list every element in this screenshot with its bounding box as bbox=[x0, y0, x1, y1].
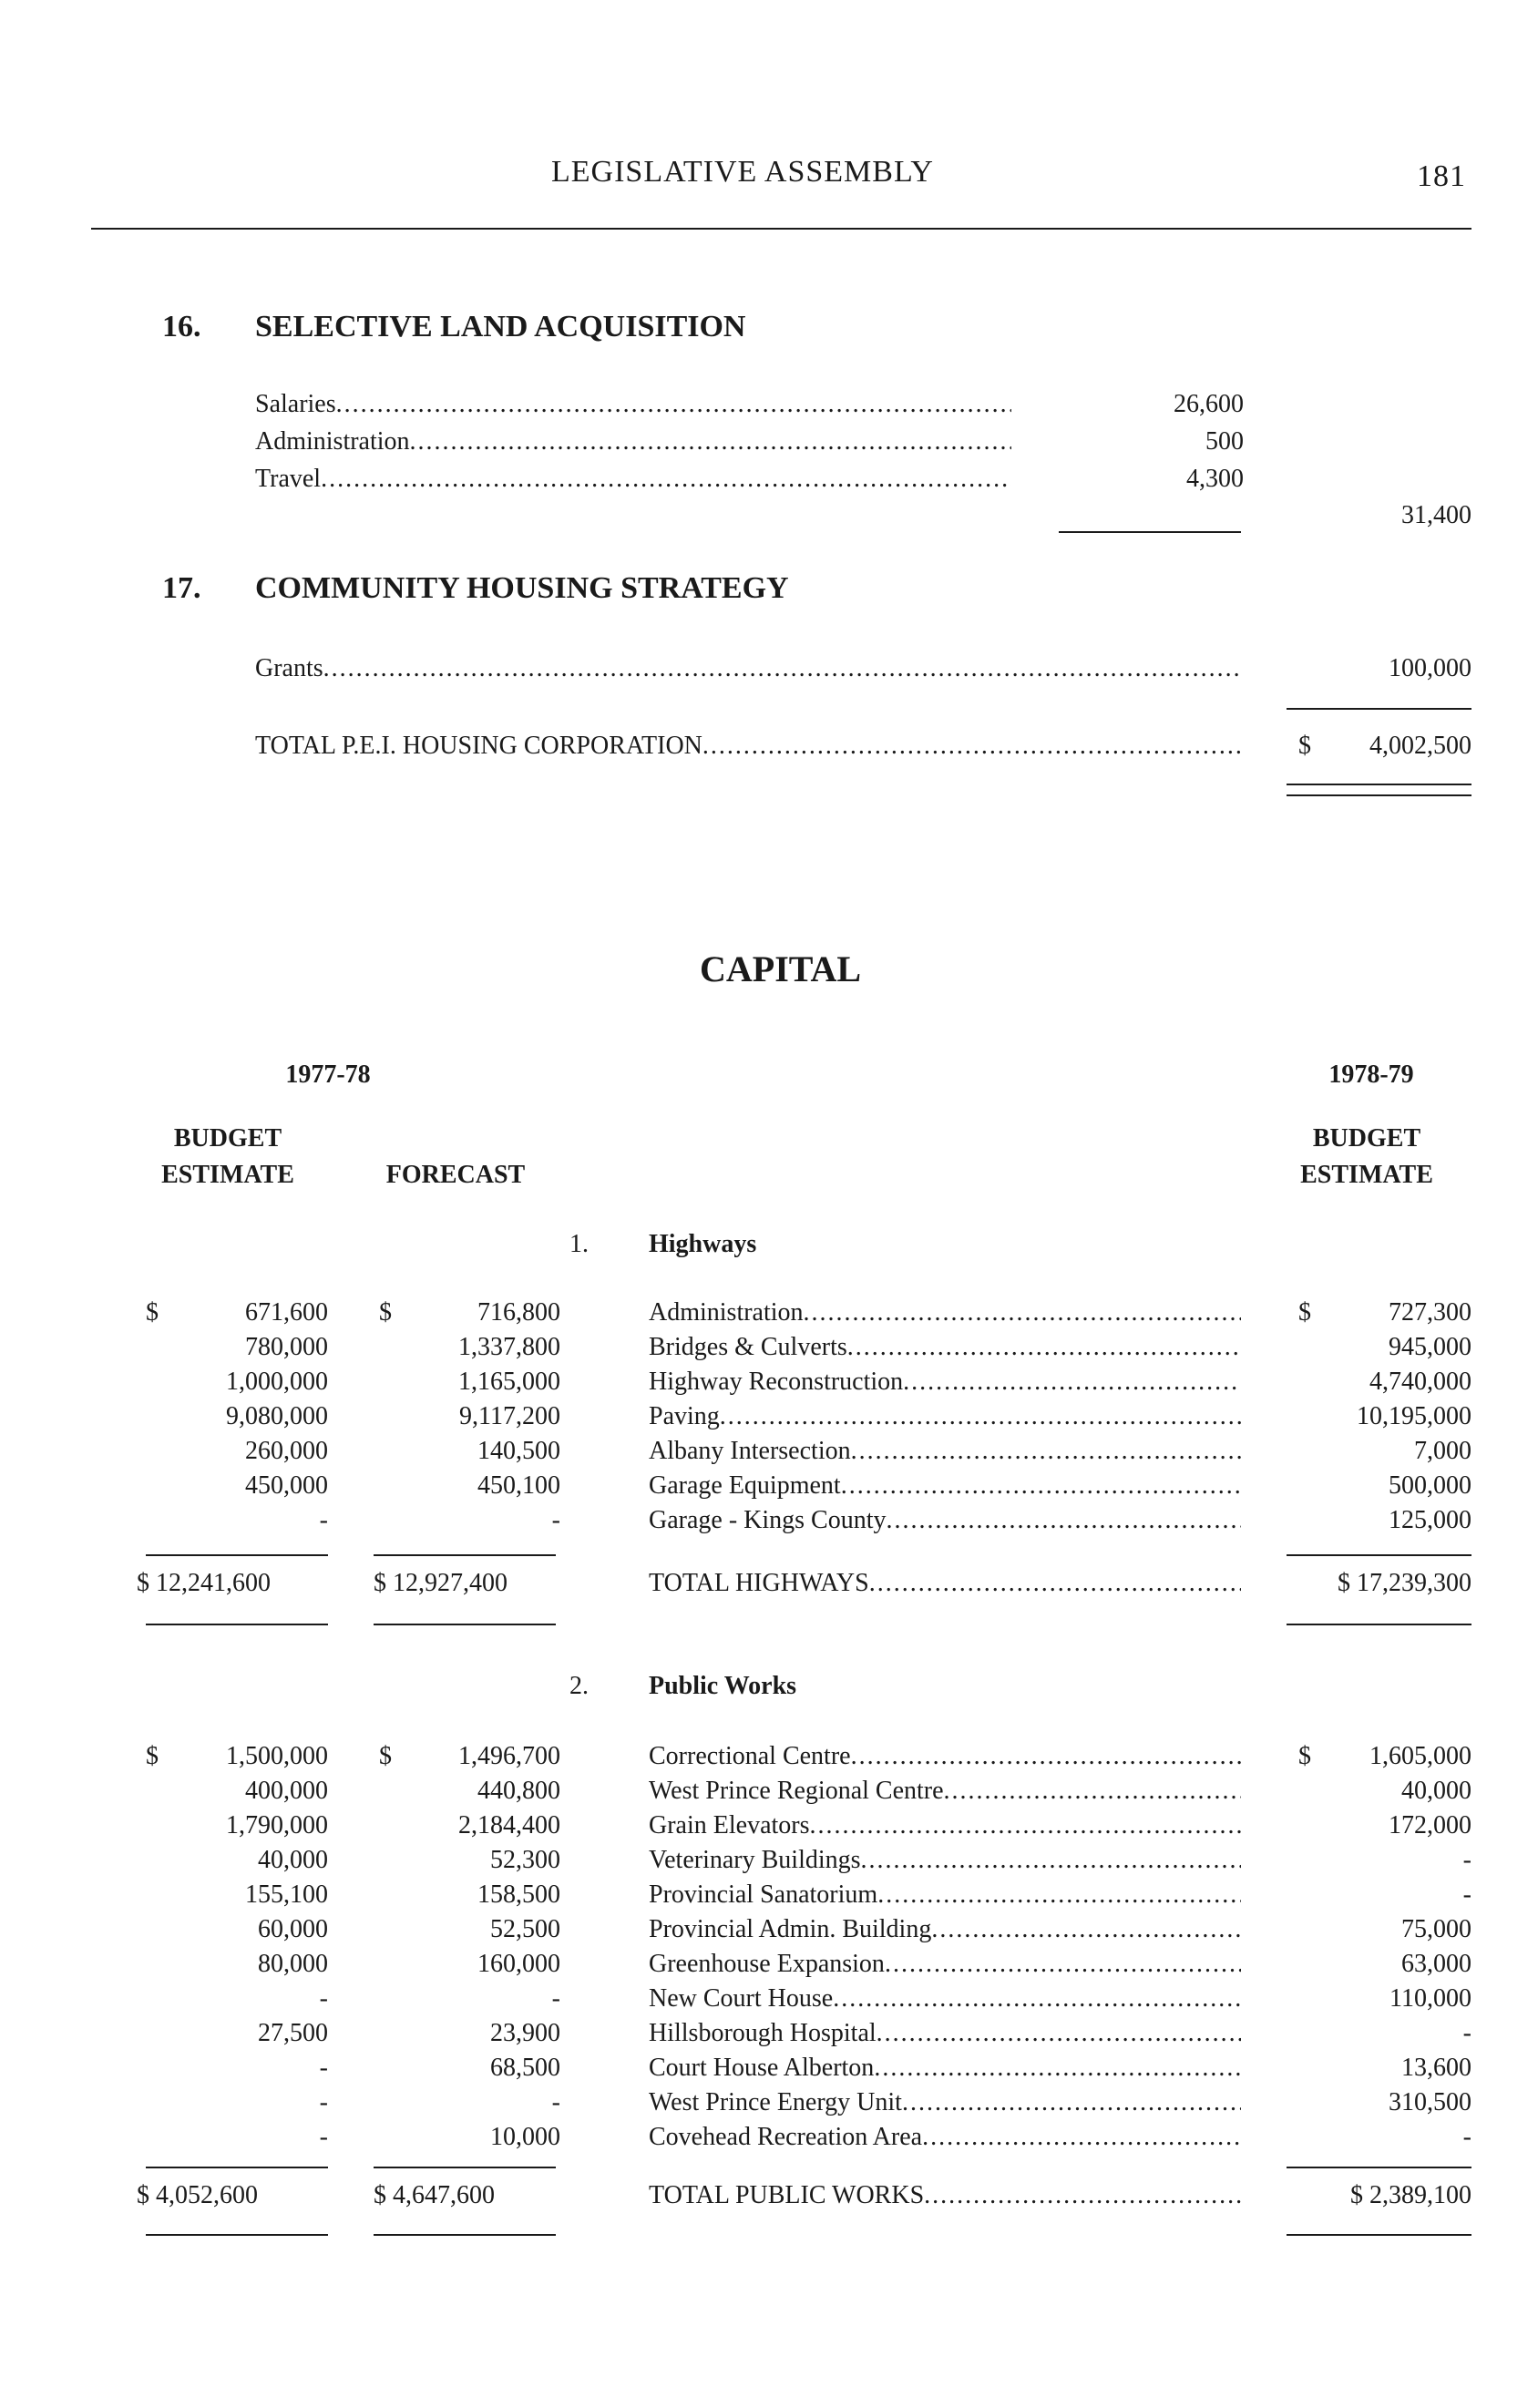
rule bbox=[1287, 1554, 1471, 1556]
category-title-highways: Highways bbox=[649, 1230, 757, 1258]
currency-symbol: $ bbox=[379, 1298, 392, 1327]
category-number-public-works: 2. bbox=[569, 1672, 589, 1700]
total-rule bbox=[1287, 708, 1471, 710]
row-label-text: Greenhouse Expansion bbox=[649, 1950, 885, 1978]
table-cell-budget-1978: 310,500 bbox=[1389, 2088, 1471, 2116]
table-cell-forecast-1977: 716,800 bbox=[477, 1298, 560, 1327]
table-row-label bbox=[649, 2088, 1241, 2117]
col-header-line: BUDGET bbox=[1312, 1124, 1421, 1153]
double-rule-bottom bbox=[1287, 794, 1471, 796]
category-number-highways: 1. bbox=[569, 1230, 589, 1258]
line-item-label: Salaries bbox=[255, 390, 336, 418]
rule bbox=[146, 2234, 328, 2236]
table-cell-budget-1978: 13,600 bbox=[1401, 2054, 1471, 2082]
col-header-line: BUDGET bbox=[173, 1124, 282, 1153]
table-cell-budget-1978: 945,000 bbox=[1389, 1333, 1471, 1361]
category-title-public-works: Public Works bbox=[649, 1672, 797, 1700]
table-cell-forecast-1977: 1,165,000 bbox=[458, 1368, 560, 1396]
row-label-text: Covehead Recreation Area bbox=[649, 2123, 923, 2151]
rule bbox=[1287, 2234, 1471, 2236]
page-header-title: LEGISLATIVE ASSEMBLY bbox=[551, 155, 934, 189]
table-cell-forecast-1977: 1,337,800 bbox=[458, 1333, 560, 1361]
table-cell-forecast-1977: 52,300 bbox=[490, 1846, 560, 1874]
table-cell-budget-1977: - bbox=[319, 2123, 328, 2151]
table-cell-budget-1978: 4,740,000 bbox=[1369, 1368, 1471, 1396]
table-cell-forecast-1977: 68,500 bbox=[490, 2054, 560, 2082]
table-row-label bbox=[649, 1333, 1241, 1362]
line-item bbox=[255, 654, 1241, 683]
table-cell-budget-1978: 1,605,000 bbox=[1369, 1742, 1471, 1770]
table-cell-forecast-1977: 440,800 bbox=[477, 1777, 560, 1805]
table-cell-budget-1977: 450,000 bbox=[245, 1471, 328, 1500]
table-cell-budget-1977: - bbox=[319, 2088, 328, 2116]
table-row-label bbox=[649, 1402, 1241, 1431]
row-label-text: West Prince Energy Unit bbox=[649, 2088, 902, 2116]
table-cell-budget-1978: 172,000 bbox=[1389, 1811, 1471, 1839]
row-label-text: Hillsborough Hospital bbox=[649, 2019, 877, 2047]
col-header-line: ESTIMATE bbox=[161, 1161, 294, 1189]
year-right: 1978-79 bbox=[1328, 1061, 1414, 1089]
col-header-forecast: FORECAST bbox=[385, 1161, 526, 1189]
table-cell-budget-1977: 1,500,000 bbox=[226, 1742, 328, 1770]
rule bbox=[374, 2167, 556, 2168]
table-row-label bbox=[649, 1811, 1241, 1840]
section-16-title: SELECTIVE LAND ACQUISITION bbox=[255, 310, 746, 343]
grand-total-currency: $ bbox=[1298, 732, 1311, 760]
section-16-number: 16. bbox=[162, 310, 201, 343]
public-works-total-line bbox=[649, 2181, 1241, 2210]
rule bbox=[146, 1624, 328, 1625]
table-cell-forecast-1977: 158,500 bbox=[477, 1880, 560, 1909]
row-label-text: Highway Reconstruction bbox=[649, 1368, 904, 1396]
rule bbox=[1287, 2167, 1471, 2168]
table-row-label bbox=[649, 1777, 1241, 1806]
table-cell-forecast-1977: - bbox=[551, 1506, 560, 1534]
line-item-label: Travel bbox=[255, 465, 322, 493]
highways-total-line bbox=[649, 1569, 1241, 1598]
row-label-text: Veterinary Buildings bbox=[649, 1846, 861, 1874]
row-label-text: Paving bbox=[649, 1402, 720, 1430]
grand-total-label: TOTAL P.E.I. HOUSING CORPORATION bbox=[255, 732, 702, 760]
table-cell-forecast-1977: - bbox=[551, 2088, 560, 2116]
year-left: 1977-78 bbox=[285, 1061, 371, 1089]
table-cell-forecast-1977: 9,117,200 bbox=[459, 1402, 560, 1430]
table-row-label bbox=[649, 1915, 1241, 1944]
rule bbox=[374, 2234, 556, 2236]
table-cell-budget-1977: 1,790,000 bbox=[226, 1811, 328, 1839]
double-rule-top bbox=[1287, 784, 1471, 785]
table-row-label bbox=[649, 2054, 1241, 2083]
row-label-text: Court House Alberton bbox=[649, 2054, 875, 2082]
table-cell-budget-1977: 1,000,000 bbox=[226, 1368, 328, 1396]
public-works-total-budget-right: $ 2,389,100 bbox=[1350, 2181, 1471, 2209]
table-cell-budget-1978: 75,000 bbox=[1401, 1915, 1471, 1943]
line-item bbox=[255, 427, 1011, 456]
row-label-text: Grain Elevators bbox=[649, 1811, 810, 1839]
section-16-total: 31,400 bbox=[1401, 501, 1471, 529]
table-row-label bbox=[649, 1298, 1241, 1327]
header-rule bbox=[91, 228, 1471, 230]
table-cell-budget-1977: 80,000 bbox=[258, 1950, 328, 1978]
table-cell-forecast-1977: 450,100 bbox=[477, 1471, 560, 1500]
highways-total-label: TOTAL HIGHWAYS bbox=[649, 1569, 869, 1597]
row-label-text: West Prince Regional Centre bbox=[649, 1777, 944, 1805]
capital-title: CAPITAL bbox=[700, 948, 862, 989]
page-number: 181 bbox=[1417, 159, 1466, 193]
line-item bbox=[255, 390, 1011, 419]
highways-total-budget-left: $ 12,241,600 bbox=[137, 1569, 271, 1597]
section-17-number: 17. bbox=[162, 571, 201, 605]
table-cell-budget-1977: 40,000 bbox=[258, 1846, 328, 1874]
table-cell-budget-1977: - bbox=[319, 1984, 328, 2013]
line-item-label: Administration bbox=[255, 427, 410, 456]
row-label-text: Administration bbox=[649, 1298, 804, 1327]
subtotal-rule bbox=[1059, 531, 1241, 533]
section-17-title: COMMUNITY HOUSING STRATEGY bbox=[255, 571, 789, 605]
table-cell-budget-1978: 125,000 bbox=[1389, 1506, 1471, 1534]
table-row-label bbox=[649, 1846, 1241, 1875]
table-cell-forecast-1977: 23,900 bbox=[490, 2019, 560, 2047]
table-cell-forecast-1977: 52,500 bbox=[490, 1915, 560, 1943]
table-row-label bbox=[649, 1506, 1241, 1535]
line-item-amount: 26,600 bbox=[1174, 390, 1244, 418]
table-cell-budget-1977: 155,100 bbox=[245, 1880, 328, 1909]
grand-total-amount: 4,002,500 bbox=[1369, 732, 1471, 760]
table-cell-budget-1977: - bbox=[319, 1506, 328, 1534]
currency-symbol: $ bbox=[1298, 1742, 1311, 1770]
table-cell-forecast-1977: 2,184,400 bbox=[458, 1811, 560, 1839]
table-row-label bbox=[649, 1880, 1241, 1910]
line-item-amount: 100,000 bbox=[1389, 654, 1471, 682]
currency-symbol: $ bbox=[146, 1298, 159, 1327]
table-cell-budget-1978: 40,000 bbox=[1401, 1777, 1471, 1805]
line-item-amount: 4,300 bbox=[1186, 465, 1244, 493]
table-row-label bbox=[649, 1471, 1241, 1501]
public-works-total-budget-left: $ 4,052,600 bbox=[137, 2181, 258, 2209]
row-label-text: Provincial Sanatorium bbox=[649, 1880, 878, 1909]
table-row-label bbox=[649, 1950, 1241, 1979]
row-label-text: Correctional Centre bbox=[649, 1742, 851, 1770]
row-label-text: Bridges & Culverts bbox=[649, 1333, 847, 1361]
table-row-label bbox=[649, 2123, 1241, 2152]
table-cell-budget-1978: 7,000 bbox=[1414, 1437, 1471, 1465]
table-row-label bbox=[649, 1437, 1241, 1466]
table-cell-budget-1977: 60,000 bbox=[258, 1915, 328, 1943]
table-cell-budget-1978: 110,000 bbox=[1389, 1984, 1471, 2013]
rule bbox=[146, 1554, 328, 1556]
currency-symbol: $ bbox=[1298, 1298, 1311, 1327]
currency-symbol: $ bbox=[146, 1742, 159, 1770]
line-item-label: Grants bbox=[255, 654, 323, 682]
row-label-text: Garage - Kings County bbox=[649, 1506, 887, 1534]
table-cell-budget-1977: 27,500 bbox=[258, 2019, 328, 2047]
row-label-text: Garage Equipment bbox=[649, 1471, 841, 1500]
col-header-budget-estimate-left bbox=[137, 1121, 319, 1194]
table-cell-forecast-1977: 1,496,700 bbox=[458, 1742, 560, 1770]
table-row-label bbox=[649, 1368, 1241, 1397]
line-item bbox=[255, 465, 1011, 494]
rule bbox=[374, 1554, 556, 1556]
table-cell-forecast-1977: 10,000 bbox=[490, 2123, 560, 2151]
table-cell-budget-1978: - bbox=[1462, 2019, 1471, 2047]
table-cell-forecast-1977: 140,500 bbox=[477, 1437, 560, 1465]
table-cell-budget-1978: 500,000 bbox=[1389, 1471, 1471, 1500]
rule bbox=[146, 2167, 328, 2168]
public-works-total-forecast: $ 4,647,600 bbox=[374, 2181, 495, 2209]
public-works-total-label: TOTAL PUBLIC WORKS bbox=[649, 2181, 925, 2209]
col-header-line: ESTIMATE bbox=[1300, 1161, 1433, 1189]
rule bbox=[374, 1624, 556, 1625]
table-cell-forecast-1977: - bbox=[551, 1984, 560, 2013]
row-label-text: Provincial Admin. Building bbox=[649, 1915, 932, 1943]
table-cell-forecast-1977: 160,000 bbox=[477, 1950, 560, 1978]
table-cell-budget-1978: 727,300 bbox=[1389, 1298, 1471, 1327]
currency-symbol: $ bbox=[379, 1742, 392, 1770]
table-cell-budget-1977: 671,600 bbox=[245, 1298, 328, 1327]
table-row-label bbox=[649, 1742, 1241, 1771]
table-cell-budget-1977: 9,080,000 bbox=[226, 1402, 328, 1430]
row-label-text: Albany Intersection bbox=[649, 1437, 851, 1465]
table-cell-budget-1978: - bbox=[1462, 2123, 1471, 2151]
grand-total-line bbox=[255, 732, 1241, 761]
row-label-text: New Court House bbox=[649, 1984, 834, 2013]
table-cell-budget-1978: 63,000 bbox=[1401, 1950, 1471, 1978]
table-cell-budget-1977: 780,000 bbox=[245, 1333, 328, 1361]
table-cell-budget-1977: 400,000 bbox=[245, 1777, 328, 1805]
table-row-label bbox=[649, 2019, 1241, 2048]
line-item-amount: 500 bbox=[1205, 427, 1244, 456]
rule bbox=[1287, 1624, 1471, 1625]
highways-total-forecast: $ 12,927,400 bbox=[374, 1569, 508, 1597]
table-cell-budget-1977: - bbox=[319, 2054, 328, 2082]
table-row-label bbox=[649, 1984, 1241, 2013]
table-cell-budget-1977: 260,000 bbox=[245, 1437, 328, 1465]
table-cell-budget-1978: 10,195,000 bbox=[1357, 1402, 1471, 1430]
col-header-budget-estimate-right bbox=[1276, 1121, 1458, 1194]
table-cell-budget-1978: - bbox=[1462, 1846, 1471, 1874]
table-cell-budget-1978: - bbox=[1462, 1880, 1471, 1909]
highways-total-budget-right: $ 17,239,300 bbox=[1338, 1569, 1471, 1597]
